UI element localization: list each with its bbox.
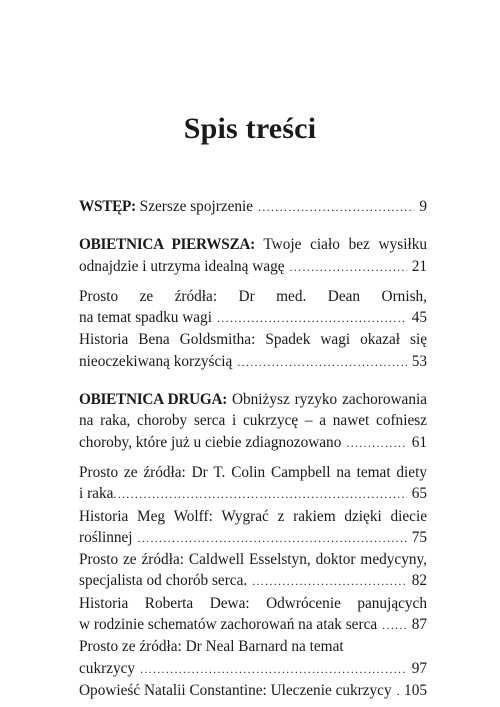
- toc-line: [79, 234, 427, 255]
- toc-entry-barnard: [79, 636, 427, 680]
- toc-entry-title: Obniżysz ryzyko zachorowania: [227, 391, 428, 409]
- toc-page-number: 61: [411, 433, 427, 451]
- toc-entry-title: specjalista od chorób serca.: [79, 572, 248, 590]
- dot-leader: [138, 528, 407, 549]
- dot-leader: [382, 615, 407, 636]
- toc-page-number: 97: [411, 659, 427, 677]
- toc-line: [79, 549, 427, 570]
- toc-page-number: 75: [411, 528, 427, 546]
- toc-line: [79, 351, 427, 373]
- toc-page-number: 65: [411, 485, 427, 503]
- toc-line: [79, 196, 427, 218]
- toc-entry-title: Opowieść Natalii Constantine: Uleczenie cukrzycy: [79, 681, 392, 699]
- toc-line: [79, 410, 427, 431]
- toc-line: [79, 506, 427, 527]
- toc-line: [79, 329, 427, 350]
- toc-page-number: 87: [411, 616, 427, 634]
- toc-entry-introduction: [79, 196, 427, 218]
- toc-entry-constantine: [79, 680, 427, 702]
- toc-entry-ornish: [79, 286, 427, 330]
- toc-line: [79, 307, 427, 329]
- toc-entry-title: na raka, choroby serca i cukrzycę – a nawet cofniesz: [79, 412, 427, 430]
- toc-page-number: 53: [411, 352, 427, 370]
- dot-leader: [237, 352, 406, 373]
- toc-page-number: 82: [411, 572, 427, 590]
- toc-page-number: 21: [411, 257, 427, 275]
- toc-line: [79, 483, 427, 505]
- toc-entry-title: Historia Meg Wolff: Wygrać z rakiem dzięki diecie: [79, 507, 427, 525]
- toc-line: [79, 389, 427, 410]
- dot-leader: [113, 484, 406, 505]
- toc-entry-title: Prosto ze źródła: Dr med. Dean Ornish,: [79, 287, 427, 305]
- toc-entry-title: Szersze spojrzenie: [135, 198, 254, 215]
- dot-leader: [140, 659, 407, 680]
- toc-line: [79, 462, 427, 483]
- dot-leader: [290, 257, 407, 278]
- dot-leader: [252, 571, 407, 592]
- toc-line: [79, 680, 427, 702]
- dot-leader: [397, 681, 402, 702]
- toc-line: [79, 658, 427, 680]
- dot-leader: [217, 308, 407, 329]
- toc-line: [79, 593, 427, 614]
- toc-line: [79, 570, 427, 592]
- toc-entry-dew: [79, 593, 427, 637]
- toc-category-label: OBIETNICA DRUGA:: [79, 391, 228, 409]
- toc-entry-title: w rodzinie schematów zachorowań na atak serca: [79, 616, 378, 634]
- toc-category-label: OBIETNICA PIERWSZA:: [79, 236, 255, 254]
- toc-page-number: 9: [419, 198, 427, 215]
- toc-line: [79, 636, 427, 657]
- toc-entry-title: Prosto ze źródła: Caldwell Esselstyn, doktor medycyny,: [79, 551, 427, 569]
- toc-line: [79, 286, 427, 307]
- toc-line: [79, 614, 427, 636]
- toc-entry-title: cukrzycy: [79, 659, 136, 677]
- toc-entry-title: Prosto ze źródła: Dr Neal Barnard na temat: [79, 638, 344, 656]
- toc-entry-title: na temat spadku wagi: [79, 309, 212, 327]
- toc-page-number: 45: [411, 309, 427, 327]
- toc-entry-title: i raka: [79, 485, 114, 503]
- toc-category-label: WSTĘP:: [79, 198, 136, 215]
- toc-page-number: 105: [404, 681, 427, 699]
- page-title: Spis treści: [183, 112, 317, 145]
- toc-entry-title: Twoje ciało bez wysiłku: [254, 236, 427, 254]
- toc-line: [79, 527, 427, 549]
- table-of-contents: [79, 196, 427, 702]
- toc-entry-title: Historia Roberta Dewa: Odwrócenie panujących: [79, 594, 427, 612]
- toc-entry-wolff: [79, 506, 427, 550]
- toc-entry-title: Historia Bena Goldsmitha: Spadek wagi okazał się: [79, 331, 427, 349]
- toc-entry-esselstyn: [79, 549, 427, 593]
- toc-entry-goldsmith: [79, 329, 427, 373]
- toc-entry-title: roślinnej: [79, 528, 133, 546]
- toc-entry-promise-one: [79, 234, 427, 278]
- toc-line: [79, 432, 427, 454]
- toc-entry-title: nieoczekiwaną korzyścią: [79, 352, 233, 370]
- dot-leader: [258, 197, 414, 218]
- dot-leader: [346, 433, 406, 454]
- toc-entry-promise-two: [79, 389, 427, 454]
- toc-entry-title: choroby, które już u ciebie zdiagnozowano: [79, 433, 342, 451]
- toc-entry-title: odnajdzie i utrzyma idealną wagę: [79, 257, 285, 275]
- toc-entry-campbell: [79, 462, 427, 506]
- toc-line: [79, 256, 427, 278]
- toc-entry-title: Prosto ze źródła: Dr T. Colin Campbell na temat diety: [79, 463, 427, 481]
